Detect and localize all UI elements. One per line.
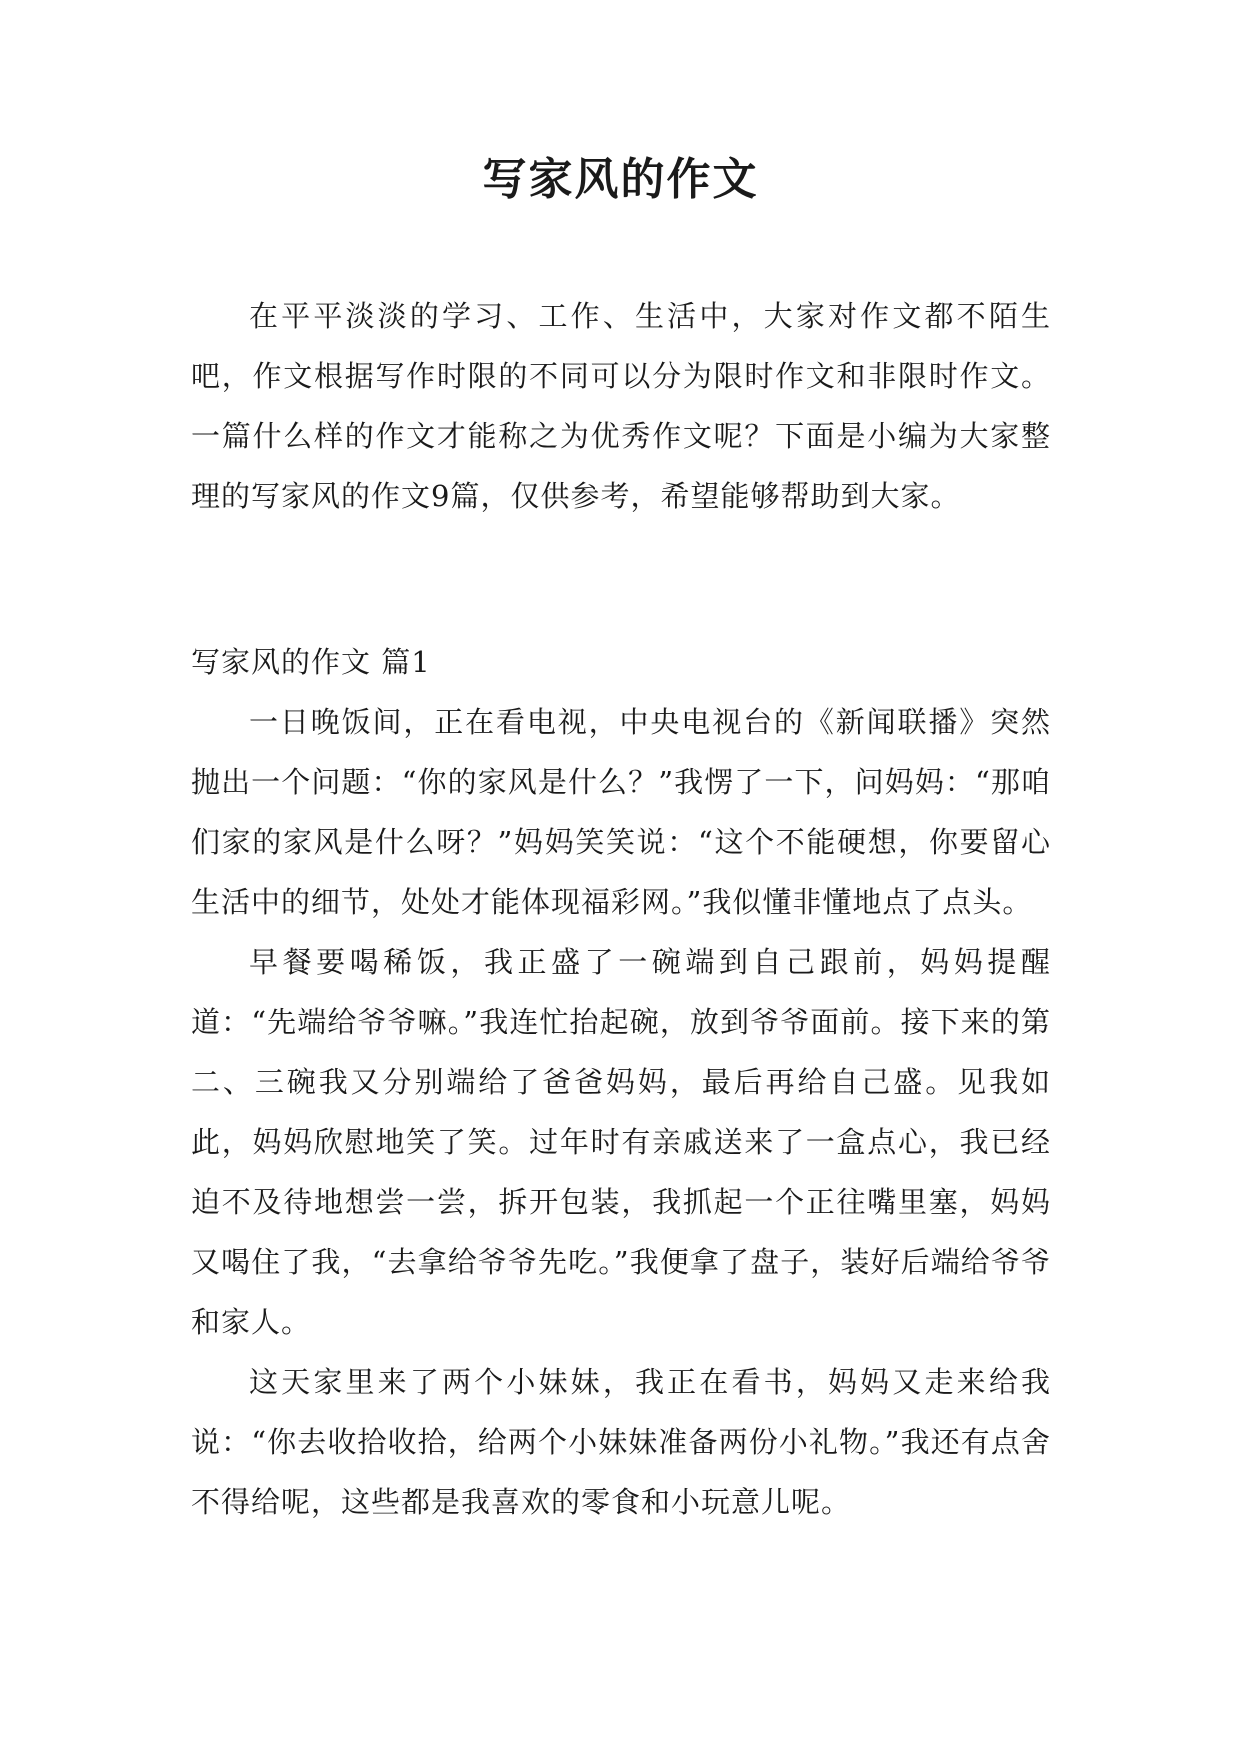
essay-paragraph-1: 一日晚饭间，正在看电视，中央电视台的《新闻联播》突然抛出一个问题：“你的家风是什么？”我愣了一下，问妈妈：“那咱们家的家风是什么呀？”妈妈笑笑说：“这个不能硬想，你要留心生活中的细节，处处才能体现福彩网。”我似懂非懂地点了点头。 <box>191 705 1051 919</box>
essay-paragraph-2: 早餐要喝稀饭，我正盛了一碗端到自己跟前，妈妈提醒道：“先端给爷爷嘛。”我连忙抬起碗，放到爷爷面前。接下来的第二、三碗我又分别端给了爸爸妈妈，最后再给自己盛。见我如此，妈妈欣慰地笑了笑。过年时有亲戚送来了一盒点心，我已经迫不及待地想尝一尝，拆开包装，我抓起一个正往嘴里塞，妈妈又喝住了我，“去拿给爷爷先吃。”我便拿了盘子，装好后端给爷爷和家人。 <box>191 945 1051 1339</box>
essay-paragraph-3: 这天家里来了两个小妹妹，我正在看书，妈妈又走来给我说：“你去收拾收拾，给两个小妹妹准备两份小礼物。”我还有点舍不得给呢，这些都是我喜欢的零食和小玩意儿呢。 <box>191 1365 1051 1519</box>
section-heading: 写家风的作文 篇1 <box>191 645 431 679</box>
essay-section <box>191 632 1051 1532</box>
intro-paragraph: 在平平淡淡的学习、工作、生活中，大家对作文都不陌生吧，作文根据写作时限的不同可以分为限时作文和非限时作文。一篇什么样的作文才能称之为优秀作文呢？下面是小编为大家整理的写家风的作文9篇，仅供参考，希望能够帮助到大家。 <box>191 299 1051 513</box>
intro-block <box>191 286 1051 526</box>
page-title: 写家风的作文 <box>482 154 759 205</box>
